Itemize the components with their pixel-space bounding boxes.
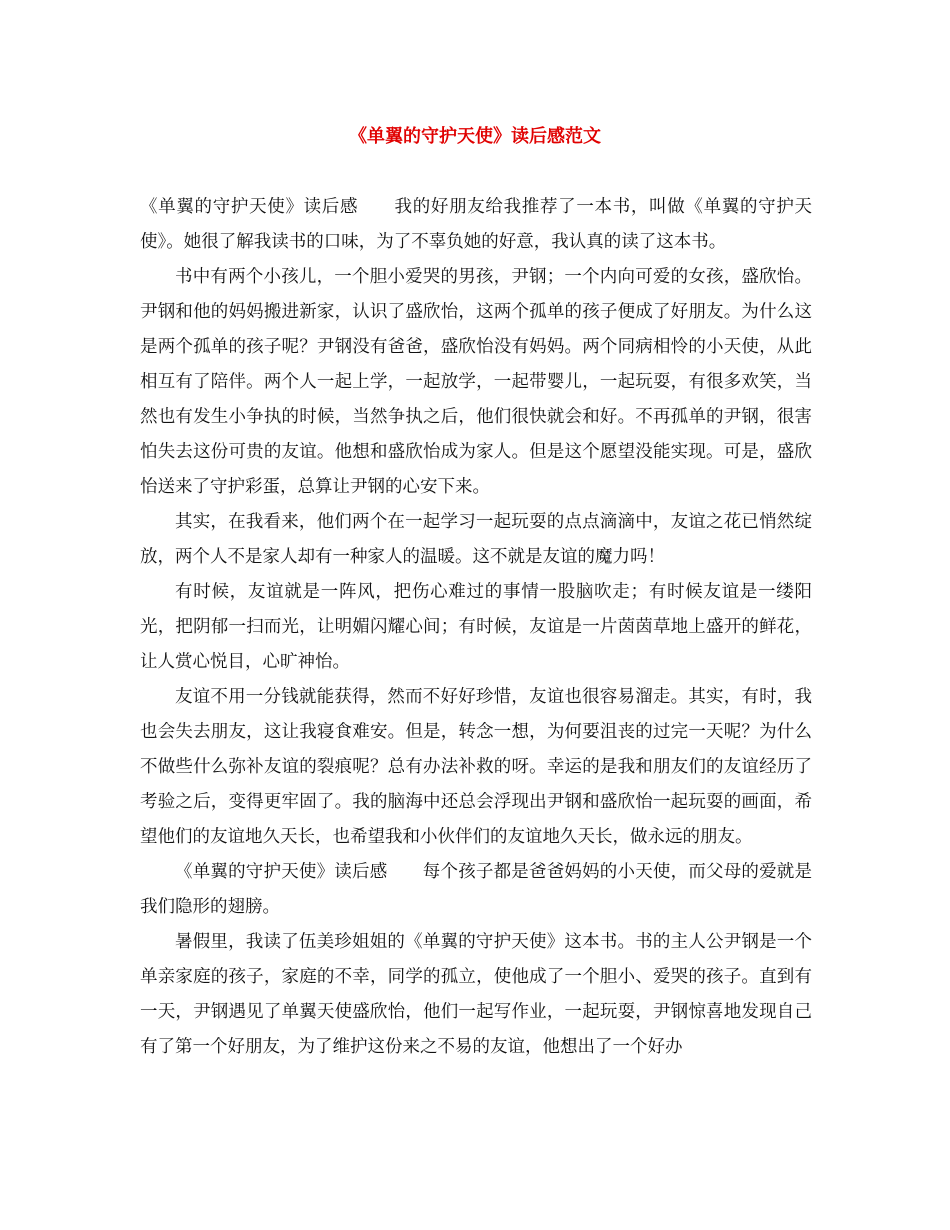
document-body (140, 190, 812, 1065)
paragraph-4: 有时候，友谊就是一阵风，把伤心难过的事情一股脑吹走；有时候友谊是一缕阳光，把阴郁一扫而光，让明媚闪耀心间；有时候，友谊是一片茵茵草地上盛开的鲜花，让人赏心悦目，心旷神怡。 (140, 582, 812, 672)
paragraph-1: 《单翼的守护天使》读后感 我的好朋友给我推荐了一本书，叫做《单翼的守护天使》。她很了解我读书的口味，为了不辜负她的好意，我认真的读了这本书。 (140, 197, 812, 252)
paragraph-3: 其实，在我看来，他们两个在一起学习一起玩耍的点点滴滴中，友谊之花已悄然绽放，两个人不是家人却有一种家人的温暖。这不就是友谊的魔力吗！ (140, 512, 812, 567)
paragraph-6: 《单翼的守护天使》读后感 每个孩子都是爸爸妈妈的小天使，而父母的爱就是我们隐形的翅膀。 (140, 862, 812, 917)
paragraph-2: 书中有两个小孩儿，一个胆小爱哭的男孩，尹钢；一个内向可爱的女孩，盛欣怡。尹钢和他的妈妈搬进新家，认识了盛欣怡，这两个孤单的孩子便成了好朋友。为什么这是两个孤单的孩子呢？尹钢没有爸爸，盛欣怡没有妈妈。两个同病相怜的小天使，从此相互有了陪伴。两个人一起上学，一起放学，一起带婴儿，一起玩耍，有很多欢笑，当然也有发生小争执的时候，当然争执之后，他们很快就会和好。不再孤单的尹钢，很害怕失去这份可贵的友谊。他想和盛欣怡成为家人。但是这个愿望没能实现。可是，盛欣怡送来了守护彩蛋，总算让尹钢的心安下来。 (140, 267, 812, 497)
document-title: 《单翼的守护天使》读后感范文 (349, 126, 601, 147)
paragraph-5: 友谊不用一分钱就能获得，然而不好好珍惜，友谊也很容易溜走。其实，有时，我也会失去朋友，这让我寝食难安。但是，转念一想，为何要沮丧的过完一天呢？为什么不做些什么弥补友谊的裂痕呢？总有办法补救的呀。幸运的是我和朋友们的友谊经历了考验之后，变得更牢固了。我的脑海中还总会浮现出尹钢和盛欣怡一起玩耍的画面，希望他们的友谊地久天长，也希望我和小伙伴们的友谊地久天长，做永远的朋友。 (140, 687, 812, 847)
paragraph-7: 暑假里，我读了伍美珍姐姐的《单翼的守护天使》这本书。书的主人公尹钢是一个单亲家庭的孩子，家庭的不幸，同学的孤立，使他成了一个胆小、爱哭的孩子。直到有一天，尹钢遇见了单翼天使盛欣怡，他们一起写作业，一起玩耍，尹钢惊喜地发现自己有了第一个好朋友，为了维护这份来之不易的友谊，他想出了一个好办 (140, 932, 812, 1057)
